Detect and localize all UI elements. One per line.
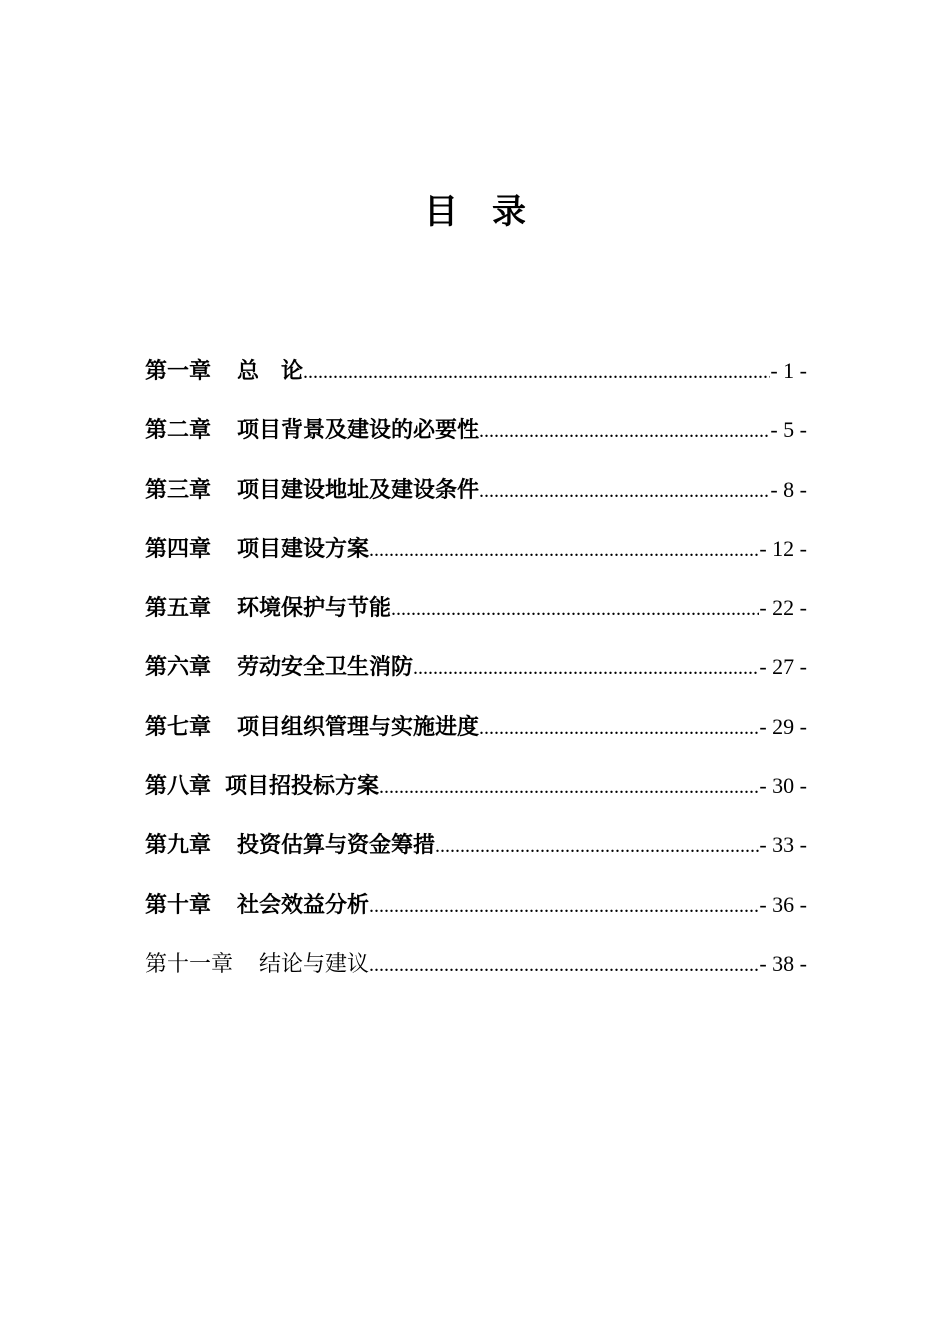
toc-page-number: - 1 - (770, 358, 807, 383)
toc-page-number: - 29 - (759, 713, 807, 739)
toc-dot-leader (369, 887, 759, 925)
toc-entry[interactable] (145, 708, 807, 767)
toc-chapter-title: 总 论 (237, 359, 304, 384)
table-of-contents (145, 352, 807, 1004)
toc-dot-leader (479, 709, 759, 747)
toc-page-number: - 12 - (759, 535, 807, 561)
toc-page-number: - 36 - (759, 891, 807, 917)
toc-chapter-number: 第七章 (145, 714, 212, 740)
toc-page-number: - 5 - (770, 417, 807, 443)
toc-chapter-title: 项目建设地址及建设条件 (237, 477, 480, 503)
toc-chapter-title: 环境保护与节能 (237, 596, 392, 622)
toc-page-number: - 30 - (759, 773, 807, 799)
toc-page-number: - 8 - (770, 476, 807, 502)
toc-chapter-title: 项目招投标方案 (225, 774, 380, 800)
toc-chapter-number: 第八章 (145, 774, 212, 800)
toc-chapter-title: 社会效益分析 (237, 892, 370, 918)
toc-chapter-number: 第五章 (145, 596, 212, 622)
toc-chapter-number: 第一章 (145, 359, 212, 384)
toc-dot-leader (379, 768, 759, 806)
toc-dot-leader (369, 531, 759, 569)
toc-dot-leader (391, 590, 759, 628)
toc-entry[interactable] (145, 767, 807, 826)
toc-chapter-number: 第十一章 (145, 951, 234, 977)
toc-entry[interactable] (145, 471, 807, 530)
toc-entry[interactable] (145, 530, 807, 589)
toc-chapter-title: 投资估算与资金筹措 (237, 833, 436, 859)
toc-entry[interactable] (145, 589, 807, 648)
toc-entry[interactable] (145, 648, 807, 707)
toc-chapter-title: 项目建设方案 (237, 536, 370, 562)
toc-entry[interactable] (145, 945, 807, 1004)
toc-chapter-number: 第四章 (145, 536, 212, 562)
toc-dot-leader (479, 472, 770, 510)
toc-page-number: - 22 - (759, 595, 807, 621)
toc-chapter-number: 第六章 (145, 655, 212, 681)
toc-entry[interactable] (145, 352, 807, 411)
toc-page-number: - 38 - (759, 950, 807, 976)
toc-chapter-title: 项目背景及建设的必要性 (237, 418, 480, 444)
toc-page-number: - 27 - (759, 654, 807, 680)
toc-dot-leader (413, 649, 759, 687)
toc-entry[interactable] (145, 411, 807, 470)
toc-chapter-title: 结论与建议 (259, 951, 370, 977)
toc-chapter-number: 第十章 (145, 892, 212, 918)
toc-dot-leader (435, 827, 759, 865)
toc-chapter-number: 第二章 (145, 418, 212, 444)
toc-dot-leader (369, 946, 759, 984)
toc-page-number: - 33 - (759, 832, 807, 858)
toc-chapter-number: 第三章 (145, 477, 212, 503)
toc-chapter-number: 第九章 (145, 833, 212, 859)
toc-chapter-title: 劳动安全卫生消防 (237, 655, 414, 681)
toc-dot-leader (303, 353, 770, 391)
toc-chapter-title: 项目组织管理与实施进度 (237, 714, 480, 740)
toc-entry[interactable] (145, 886, 807, 945)
toc-dot-leader (479, 412, 770, 450)
toc-title: 目录 (424, 192, 560, 232)
toc-entry[interactable] (145, 826, 807, 885)
